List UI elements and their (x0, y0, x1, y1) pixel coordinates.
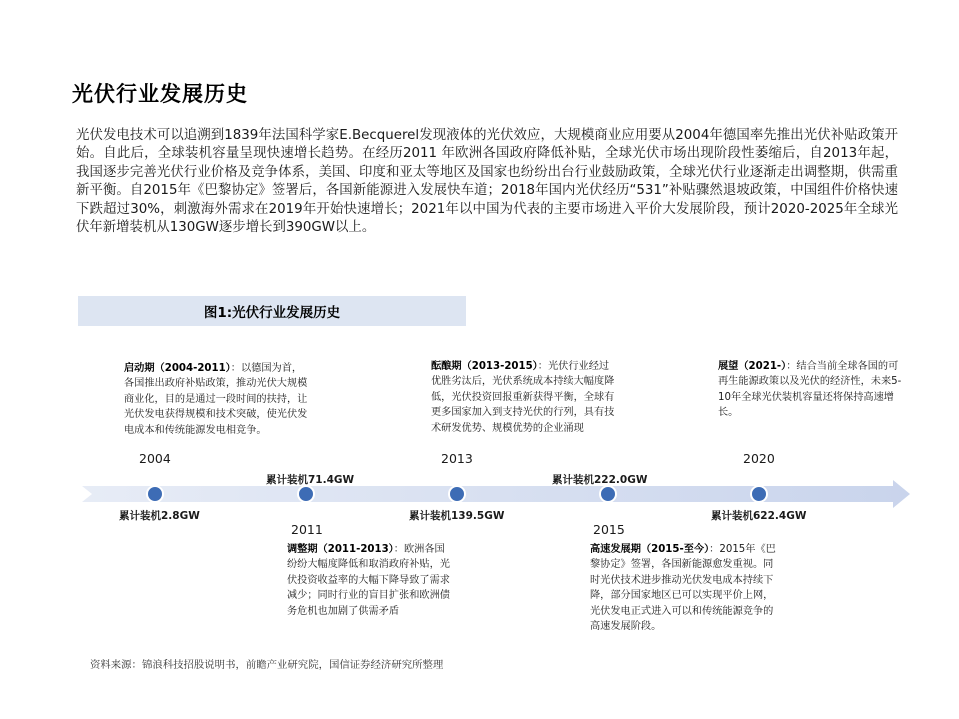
phase-outlook (718, 359, 902, 421)
intro-paragraph: 光伏发电技术可以追溯到1839年法国科学家E.Becquerel发现液体的光伏效应，大规模商业应用要从2004年德国率先推出光伏补贴政策开始。自此后，全球装机容量呈现快速增长趋势。在经历2011 年欧洲各国政府降低补贴，全球光伏市场出现阶段性萎缩后，自2013年起，我国逐步完善光伏行业价格及竞争体系，美国、印度和亚太等地区及国家也纷纷出台行业鼓励政策，全球光伏行业逐渐走出调整期，供需重新平衡。自2015年《巴黎协定》签署后，各国新能源进入发展快车道；2018年国内光伏经历“531”补贴骤然退坡政策，中国组件价格快速下跌超过30%，刺激海外需求在2019年开始快速增长；2021年以中国为代表的主要市场进入平价大发展阶段，预计2020-2025年全球光伏年新增装机从130GW逐步增长到390GW以上。 (76, 128, 898, 236)
timeline-node-2004 (147, 486, 163, 502)
timeline-node-2015 (600, 486, 616, 502)
year-2013: 2013 (441, 451, 473, 466)
phase-rapid-growth-title: 高速发展期（2015-至今） (590, 544, 710, 555)
phase-outlook-title: 展望（2021-） (718, 361, 787, 372)
phase-adjustment (287, 542, 452, 619)
year-2011: 2011 (291, 522, 323, 537)
timeline-node-2011 (298, 486, 314, 502)
timeline-node-2020 (751, 486, 767, 502)
phase-brewing (431, 359, 616, 436)
phase-startup (124, 361, 312, 438)
phase-adjustment-text: ：欧洲各国纷纷大幅度降低和取消政府补贴，光伏投资收益率的大幅下降导致了需求减少；同时行业的盲目扩张和欧洲债务危机也加剧了供需矛盾 (287, 544, 450, 617)
figure-title: 图1:光伏行业发展历史 (203, 305, 341, 321)
page-title: 光伏行业发展历史 (72, 82, 248, 106)
timeline-node-2013 (449, 486, 465, 502)
phase-brewing-text: ：光伏行业经过优胜劣汰后，光伏系统成本持续大幅度降低，光伏投资回报重新获得平衡，全球有更多国家加入到支持光伏的行列，具有技术研发优势、规模优势的企业涌现 (431, 361, 615, 434)
capacity-2004: 累计装机2.8GW (119, 510, 200, 522)
phase-adjustment-title: 调整期（2011-2013） (287, 544, 394, 555)
year-2015: 2015 (593, 522, 625, 537)
timeline-arrow (82, 480, 910, 508)
phase-rapid-growth-text: ：2015年《巴黎协定》签署，各国新能源愈发重视。同时光伏技术进步推动光伏发电成本持续下降，部分国家地区已可以实现平价上网，光伏发电正式进入可以和传统能源竞争的高速发展阶段。 (590, 544, 776, 633)
phase-brewing-title: 酝酿期（2013-2015） (431, 361, 538, 372)
year-2004: 2004 (139, 451, 171, 466)
source-note: 资料来源：锦浪科技招股说明书，前瞻产业研究院，国信证券经济研究所整理 (90, 659, 444, 671)
capacity-2015: 累计装机222.0GW (552, 474, 648, 486)
phase-outlook-text: ：结合当前全球各国的可再生能源政策以及光伏的经济性，未来5-10年全球光伏装机容量还将保持高速增长。 (718, 361, 902, 419)
capacity-2013: 累计装机139.5GW (409, 510, 505, 522)
phase-startup-title: 启动期（2004-2011） (124, 363, 231, 374)
year-2020: 2020 (743, 451, 775, 466)
phase-rapid-growth (590, 542, 778, 634)
phase-startup-text: ：以德国为首，各国推出政府补贴政策，推动光伏大规模商业化，目的是通过一段时间的扶持，让光伏发电获得规模和技术突破，使光伏发电成本和传统能源发电相竞争。 (124, 363, 308, 436)
capacity-2011: 累计装机71.4GW (266, 474, 355, 486)
capacity-2020: 累计装机622.4GW (711, 510, 807, 522)
